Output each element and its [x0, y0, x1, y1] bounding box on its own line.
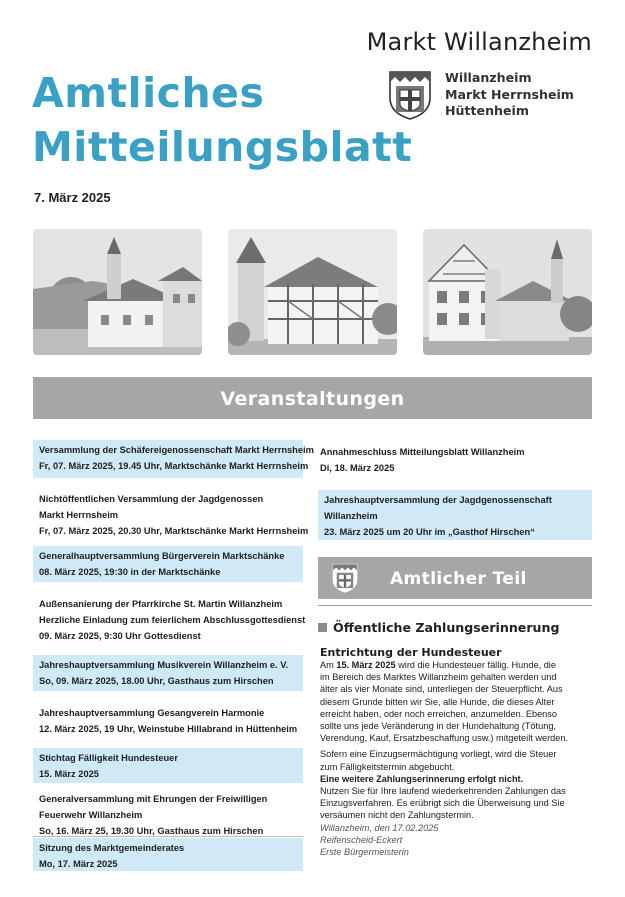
- paragraph-line: zum Fälligkeitstermin abgebucht.: [320, 761, 455, 772]
- paragraph-line: im Bereich des Marktes Willanzheim gehalten werden und: [320, 672, 557, 683]
- event-line: Markt Herrnsheim: [39, 510, 119, 520]
- event-line: 12. März 2025, 19 Uhr, Weinstube Hillabrand in Hüttenheim: [39, 724, 298, 734]
- event-line: Nichtöffentlichen Versammlung der Jagdgenossen: [39, 494, 264, 504]
- event-item: [33, 546, 303, 582]
- event-line: Feuerwehr Willanzheim: [39, 810, 143, 820]
- page-title: [32, 66, 412, 174]
- paragraph-line: diesem Grunde bitten wir Sie, alle Hunde, die dieses Alter: [320, 696, 555, 707]
- event-line: 23. März 2025 um 20 Uhr im „Gasthof Hirschen“: [324, 527, 535, 537]
- paragraph-line: sollte uns jede Veränderung in der Hundehaltung (Tötung,: [320, 721, 556, 732]
- due-date: 15. März 2025: [336, 660, 396, 670]
- place-name: Willanzheim: [445, 70, 532, 85]
- paragraph-line: Einzugsverfahren. Es erübrigt sich die Überweisung und Sie: [320, 798, 565, 809]
- event-item: [33, 489, 309, 539]
- event-item: [33, 748, 303, 783]
- coat-of-arms-icon: [332, 563, 358, 593]
- event-line: So, 09. März 2025, 18.00 Uhr, Gasthaus zum Hirschen: [39, 676, 274, 686]
- event-item: [33, 440, 314, 478]
- official-section-banner: [318, 557, 592, 599]
- paragraph-line: älter als vier Monate sind, unterliegen der Steuerpflicht. Aus: [320, 684, 563, 695]
- place-name: Markt Herrnsheim: [445, 86, 574, 102]
- event-line: Di, 18. März 2025: [320, 463, 395, 473]
- signature-line: Erste Bürgermeisterin: [320, 847, 409, 858]
- text-run: wird die Hundesteuer fällig. Hunde, die: [395, 660, 556, 670]
- event-line: Sitzung des Marktgemeinderates: [39, 843, 185, 853]
- event-line: Fr, 07. März 2025, 20.30 Uhr, Marktschänke Markt Herrnsheim: [39, 526, 309, 536]
- event-line: Annahmeschluss Mitteilungsblatt Willanzheim: [320, 447, 525, 457]
- section-title: [318, 620, 592, 635]
- paragraph-line: [320, 659, 592, 671]
- paragraph-line: Sofern eine Einzugsermächtigung vorliegt, wird die Steuer: [320, 749, 557, 760]
- event-item: [33, 594, 306, 644]
- events-heading: Veranstaltungen: [33, 377, 592, 419]
- event-line: Fr, 07. März 2025, 19.45 Uhr, Marktschänke Markt Herrnsheim: [39, 461, 309, 471]
- square-bullet-icon: [318, 623, 327, 632]
- event-line: 08. März 2025, 19:30 in der Marktschänke: [39, 567, 221, 577]
- event-line: Jahreshauptversammlung Musikverein Willanzheim e. V.: [39, 660, 289, 670]
- paragraph-line: Verendung, Kauf, Ersatzbeschaffung usw.) mitgeteilt werden.: [320, 733, 569, 744]
- article-subheading: Entrichtung der Hundesteuer: [320, 646, 502, 659]
- event-item: [33, 789, 303, 839]
- event-item: [33, 703, 303, 739]
- paragraph-line: erreicht haben, oder noch erreichen, anzumelden. Ebenso: [320, 708, 557, 719]
- event-line: Mo, 17. März 2025: [39, 859, 118, 869]
- event-line: So, 16. März 25, 19.30 Uhr, Gasthaus zum Hirschen: [39, 826, 264, 836]
- paragraph-line: Nutzen Sie für Ihre laufend wiederkehrenden Zahlungen das: [320, 786, 566, 797]
- event-item: [318, 490, 592, 540]
- event-line: Versammlung der Schäfereigenossenschaft Markt Herrnsheim: [39, 445, 314, 455]
- event-line: Jahreshauptversammlung Gesangverein Harmonie: [39, 708, 265, 718]
- divider: [33, 836, 303, 837]
- event-line: Jahreshauptversammlung der Jagdgenossenschaft: [324, 495, 552, 505]
- village-church-photo: [33, 229, 202, 355]
- signature-line: Reifenscheid-Eckert: [320, 834, 403, 845]
- title-line: Amtliches: [32, 69, 265, 117]
- text-run: Am: [320, 660, 337, 670]
- event-line: 09. März 2025, 9:30 Uhr Gottesdienst: [39, 631, 201, 641]
- event-line: 15. März 2025: [39, 769, 99, 779]
- article-body: [320, 646, 592, 858]
- event-item: [33, 655, 303, 691]
- event-line: Herzliche Einladung zum feierlichem Abschlussgottesdienst: [39, 615, 306, 625]
- town-hall-photo: [423, 229, 592, 355]
- signature-line: Willanzheim, den 17.02.2025: [320, 822, 439, 833]
- official-section-heading: Amtlicher Teil: [390, 569, 527, 589]
- event-line: Außensanierung der Pfarrkirche St. Martin Willanzheim: [39, 599, 283, 609]
- paragraph-line: versäumen nicht den Zahlungstermin.: [320, 810, 474, 821]
- places-list: [445, 70, 574, 120]
- half-timbered-house-photo: [228, 229, 397, 355]
- event-line: Generalversammlung mit Ehrungen der Freiwilligen: [39, 794, 268, 804]
- issue-date: 7. März 2025: [34, 190, 111, 205]
- section-title-text: Öffentliche Zahlungserinnerung: [333, 620, 560, 635]
- place-name: Hüttenheim: [445, 103, 529, 118]
- brand-name: Markt Willanzheim: [366, 28, 592, 56]
- event-line: Willanzheim: [324, 511, 378, 521]
- notice-line: Eine weitere Zahlungserinnerung erfolgt nicht.: [320, 773, 524, 784]
- event-item: [33, 838, 303, 871]
- event-item: [318, 442, 592, 478]
- event-line: Stichtag Fälligkeit Hundesteuer: [39, 753, 178, 763]
- title-line: Mitteilungsblatt: [32, 123, 413, 171]
- divider: [318, 605, 592, 606]
- event-line: Generalhauptversammlung Bürgerverein Marktschänke: [39, 551, 285, 561]
